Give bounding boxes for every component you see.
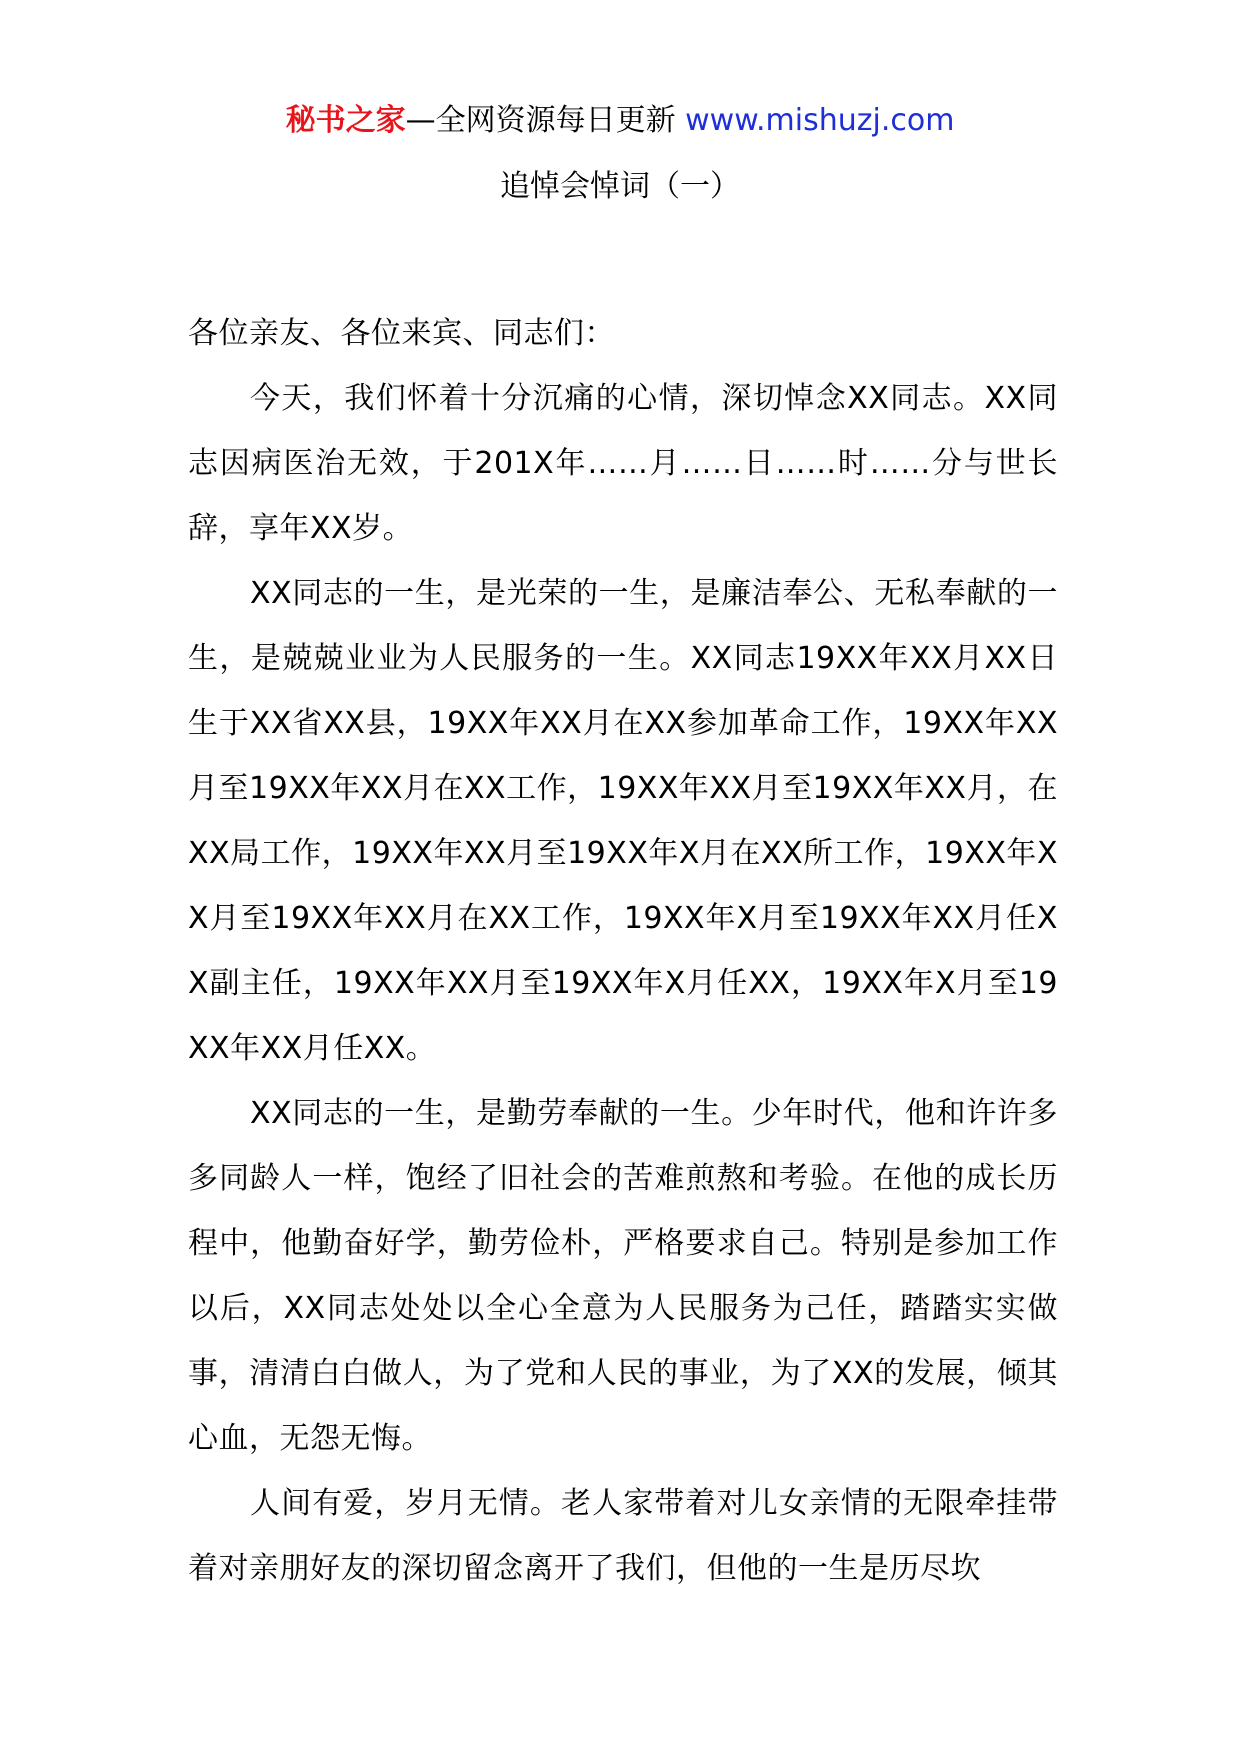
paragraph-1: 今天，我们怀着十分沉痛的心情，深切悼念XX同志。XX同志因病医治无效，于201X年……月……日……时……分与世长辞，享年XX岁。	[188, 381, 1058, 546]
site-url-link[interactable]: www.mishuzj.com	[685, 103, 955, 138]
site-header	[0, 98, 1240, 144]
brand-name: 秘书之家	[285, 103, 406, 138]
header-tagline: —全网资源每日更新	[405, 103, 686, 138]
document-title: 追悼会悼词（一）	[500, 169, 740, 204]
paragraph-2: XX同志的一生，是光荣的一生，是廉洁奉公、无私奉献的一生，是兢兢业业为人民服务的一生。XX同志19XX年XX月XX日生于XX省XX县，19XX年XX月在XX参加革命工作，19XX年XX月至19XX年XX月在XX工作，19XX年XX月至19XX年XX月，在XX局工作，19XX年XX月至19XX年X月在XX所工作，19XX年XX月至19XX年XX月在XX工作，19XX年X月至19XX年XX月任XX副主任，19XX年XX月至19XX年X月任XX，19XX年X月至19XX年XX月任XX。	[188, 576, 1058, 1066]
paragraph-4: 人间有爱，岁月无情。老人家带着对儿女亲情的无限牵挂带着对亲朋好友的深切留念离开了我们，但他的一生是历尽坎	[188, 1486, 1058, 1586]
document-body	[188, 301, 1058, 1601]
salutation: 各位亲友、各位来宾、同志们：	[188, 316, 615, 351]
paragraph-3: XX同志的一生，是勤劳奉献的一生。少年时代，他和许许多多同龄人一样，饱经了旧社会的苦难煎熬和考验。在他的成长历程中，他勤奋好学，勤劳俭朴，严格要求自己。特别是参加工作以后，XX同志处处以全心全意为人民服务为己任，踏踏实实做事，清清白白做人，为了党和人民的事业，为了XX的发展，倾其心血，无怨无悔。	[188, 1096, 1058, 1456]
